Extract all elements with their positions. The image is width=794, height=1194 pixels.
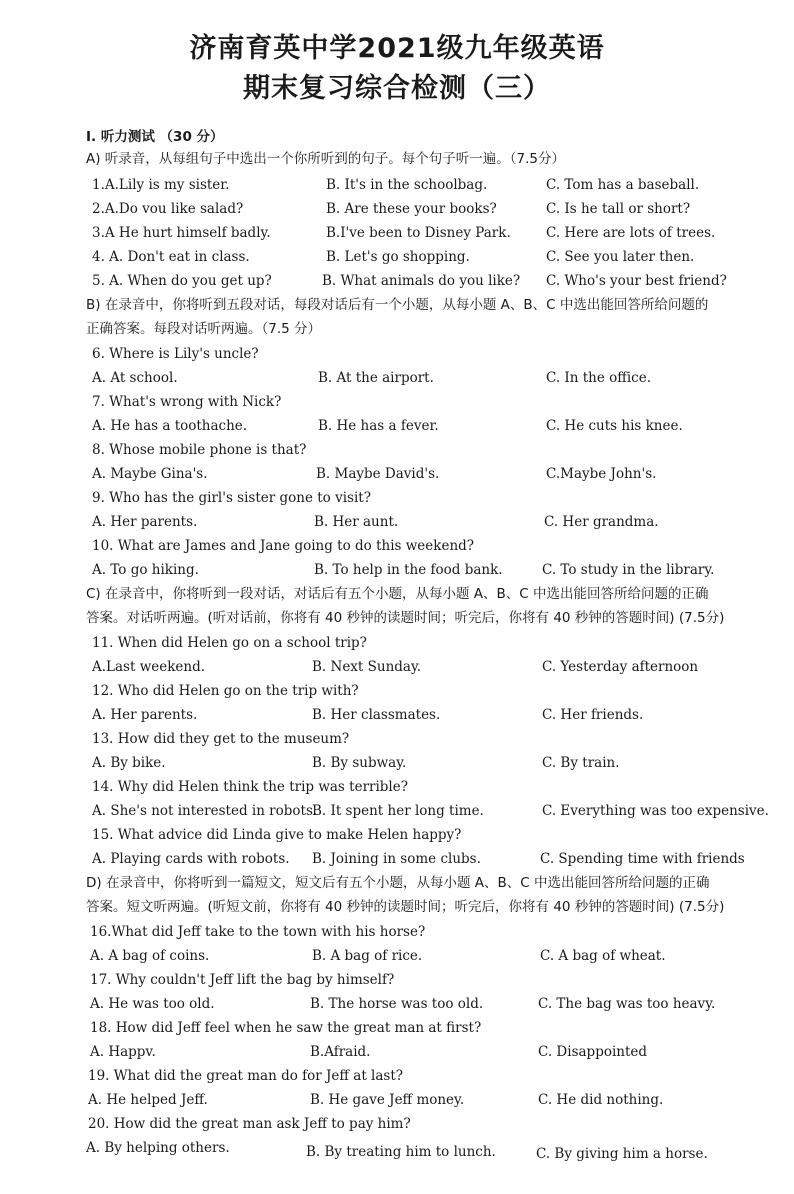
question: 8. Whose mobile phone is that? xyxy=(92,442,307,458)
question: 13. How did they get to the museum? xyxy=(92,731,350,747)
option-c: C. Disappointed xyxy=(538,1044,648,1060)
option-b: B. By treating him to lunch. xyxy=(306,1144,496,1160)
page-title: 济南育英中学2021级九年级英语 xyxy=(189,33,605,64)
question: 12. Who did Helen go on the trip with? xyxy=(92,683,359,699)
option-b: B.I've been to Disney Park. xyxy=(326,225,511,241)
option-a: 1.A.Lily is my sister. xyxy=(92,177,230,193)
part-b-instruction: B) 在录音中，你将听到五段对话，每段对话后有一个小题，从每小题 A、B、C 中选出能回答所给问题的 xyxy=(86,297,709,313)
option-c: C. He cuts his knee. xyxy=(546,418,683,434)
part-a-instruction: A) 听录音，从每组句子中选出一个你所听到的句子。每个句子听一遍。（7.5分） xyxy=(86,151,566,167)
option-b: B. Maybe David's. xyxy=(316,466,440,482)
option-a: 3.A He hurt himself badly. xyxy=(92,225,271,241)
option-c: C. By train. xyxy=(542,755,620,771)
option-a: A. By helping others. xyxy=(86,1140,230,1156)
option-c: C. Her friends. xyxy=(542,707,644,723)
question: 14. Why did Helen think the trip was terrible? xyxy=(92,779,408,795)
option-b: B. At the airport. xyxy=(318,370,434,386)
option-c: C. See you later then. xyxy=(546,249,695,265)
option-a: A. Her parents. xyxy=(92,707,198,723)
option-b: B. It spent her long time. xyxy=(312,803,484,819)
option-a: A. By bike. xyxy=(92,755,166,771)
option-a: 5. A. When do you get up? xyxy=(92,273,272,289)
question: 17. Why couldn't Jeff lift the bag by himself? xyxy=(90,972,395,988)
option-a: A. Happv. xyxy=(90,1044,156,1060)
option-a: A. She's not interested in robots. xyxy=(92,803,318,819)
option-c: C. Here are lots of trees. xyxy=(546,225,716,241)
option-b: B. Her classmates. xyxy=(312,707,441,723)
option-b: B. It's in the schoolbag. xyxy=(326,177,488,193)
option-b: B. Joining in some clubs. xyxy=(312,851,481,867)
option-c: C. To study in the library. xyxy=(542,562,715,578)
option-b: B. What animals do you like? xyxy=(322,273,521,289)
option-a: A. To go hiking. xyxy=(92,562,199,578)
option-a: A. At school. xyxy=(92,370,178,386)
question: 19. What did the great man do for Jeff at last? xyxy=(88,1068,404,1084)
part-d-instruction: D) 在录音中，你将听到一篇短文，短文后有五个小题，从每小题 A、B、C 中选出能回答所给问题的正确 xyxy=(86,875,710,891)
section-heading-listening: I. 听力测试 （30 分） xyxy=(86,129,224,145)
option-b: B. The horse was too old. xyxy=(310,996,484,1012)
question: 18. How did Jeff feel when he saw the great man at first? xyxy=(90,1020,482,1036)
option-b: B. Let's go shopping. xyxy=(326,249,470,265)
question: 9. Who has the girl's sister gone to visit? xyxy=(92,490,371,506)
option-a: 4. A. Don't eat in class. xyxy=(92,249,250,265)
option-c: C. In the office. xyxy=(546,370,652,386)
page-subtitle: 期末复习综合检测（三） xyxy=(243,73,551,104)
option-c: C. Her grandma. xyxy=(544,514,659,530)
part-c-instruction: C) 在录音中，你将听到一段对话，对话后有五个小题，从每小题 A、B、C 中选出能回答所给问题的正确 xyxy=(86,586,709,602)
question: 16.What did Jeff take to the town with his horse? xyxy=(90,924,426,940)
option-a: A. He has a toothache. xyxy=(92,418,248,434)
option-b: B. He gave Jeff money. xyxy=(310,1092,465,1108)
question: 15. What advice did Linda give to make Helen happy? xyxy=(92,827,462,843)
option-b: B. He has a fever. xyxy=(318,418,439,434)
option-b: B. Are these your books? xyxy=(326,201,497,217)
option-a: A. He was too old. xyxy=(90,996,215,1012)
option-c: C. Everything was too expensive. xyxy=(542,803,769,819)
option-b: B. To help in the food bank. xyxy=(314,562,503,578)
option-c: C. Who's your best friend? xyxy=(546,273,727,289)
question: 11. When did Helen go on a school trip? xyxy=(92,635,367,651)
option-c: C. He did nothing. xyxy=(538,1092,664,1108)
option-a: 2.A.Do vou like salad? xyxy=(92,201,244,217)
option-c: C. The bag was too heavy. xyxy=(538,996,716,1012)
option-a: A. Maybe Gina's. xyxy=(92,466,208,482)
part-d-instruction-cont: 答案。短文听两遍。(听短文前，你将有 40 秒钟的读题时间；听完后，你将有 40 秒钟的答题时间) (7.5分) xyxy=(86,899,725,915)
question: 7. What's wrong with Nick? xyxy=(92,394,282,410)
option-a: A. Playing cards with robots. xyxy=(92,851,290,867)
option-a: A. A bag of coins. xyxy=(90,948,210,964)
question: 10. What are James and Jane going to do this weekend? xyxy=(92,538,475,554)
option-b: B. By subway. xyxy=(312,755,407,771)
question: 6. Where is Lily's uncle? xyxy=(92,346,259,362)
option-b: B. Her aunt. xyxy=(314,514,399,530)
option-c: C. By giving him a horse. xyxy=(536,1146,708,1162)
option-c: C.Maybe John's. xyxy=(546,466,657,482)
option-b: B.Afraid. xyxy=(310,1044,371,1060)
option-b: B. Next Sunday. xyxy=(312,659,422,675)
option-b: B. A bag of rice. xyxy=(312,948,423,964)
part-c-instruction-cont: 答案。对话听两遍。(听对话前，你将有 40 秒钟的读题时间；听完后，你将有 40 秒钟的答题时间) (7.5分) xyxy=(86,610,725,626)
option-a: A. Her parents. xyxy=(92,514,198,530)
option-c: C. Yesterday afternoon xyxy=(542,659,699,675)
option-c: C. Spending time with friends xyxy=(540,851,745,867)
question: 20. How did the great man ask Jeff to pay him? xyxy=(88,1116,411,1132)
option-c: C. A bag of wheat. xyxy=(540,948,666,964)
option-c: C. Tom has a baseball. xyxy=(546,177,700,193)
option-a: A.Last weekend. xyxy=(92,659,206,675)
part-b-instruction-cont: 正确答案。每段对话听两遍。（7.5 分） xyxy=(86,321,322,337)
option-c: C. Is he tall or short? xyxy=(546,201,691,217)
option-a: A. He helped Jeff. xyxy=(88,1092,208,1108)
